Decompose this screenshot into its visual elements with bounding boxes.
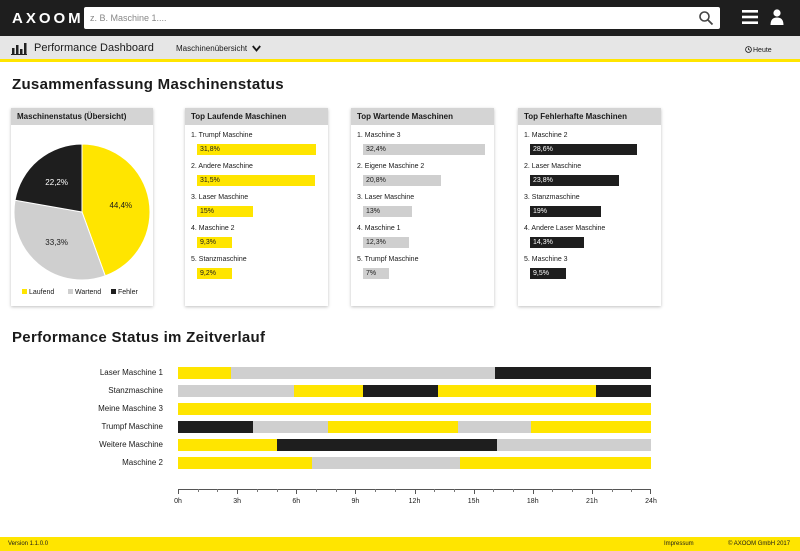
timeline-row-label: Meine Maschine 3 (98, 404, 163, 413)
pie-slice-label: 44,4% (109, 201, 133, 211)
clock-icon (745, 46, 752, 53)
card-title: Top Laufende Maschinen (185, 108, 328, 125)
sub-header (0, 36, 800, 62)
ranking-bar: 9,3% (197, 237, 232, 248)
axis-tick (552, 489, 553, 492)
axis-tick-label: 3h (233, 498, 242, 505)
search-input[interactable] (90, 10, 680, 26)
timeline-row-label: Laser Maschine 1 (99, 368, 163, 377)
top-waiting-card (351, 108, 494, 306)
axis-tick (277, 489, 278, 492)
ranking-item-label: 4. Andere Laser Maschine (524, 225, 606, 232)
axis-tick (533, 489, 534, 494)
timeline-segment-wait[interactable] (178, 385, 294, 397)
ranking-item-label: 2. Andere Maschine (191, 163, 253, 170)
ranking-bar: 13% (363, 206, 412, 217)
timeline-segment-wait[interactable] (253, 421, 328, 433)
timeline-row (178, 403, 651, 415)
ranking-item-label: 4. Maschine 2 (191, 225, 235, 232)
pie-slice-label: 22,2% (45, 177, 68, 187)
page-title: Performance Dashboard (34, 42, 154, 54)
top-error-card (518, 108, 661, 306)
timeline-segment-run[interactable] (178, 439, 277, 451)
axis-tick (198, 489, 199, 492)
timeline-row-label: Maschine 2 (122, 458, 163, 467)
axis-tick (296, 489, 297, 494)
ranking-item-label: 3. Stanzmaschine (524, 194, 580, 201)
top-bar (0, 0, 800, 36)
ranking-bar: 12,3% (363, 237, 409, 248)
timeline-segment-run[interactable] (328, 421, 458, 433)
ranking-bar: 31,8% (197, 144, 316, 155)
timeline-segment-err[interactable] (277, 439, 498, 451)
legend-running: Laufend (22, 289, 54, 296)
axis-tick (474, 489, 475, 494)
timeline-row-label: Stanzmaschine (108, 386, 163, 395)
axis-tick-label: 0h (174, 498, 182, 505)
ranking-item-label: 3. Laser Maschine (357, 194, 415, 201)
ranking-item-label: 4. Maschine 1 (357, 225, 401, 232)
ranking-bar: 14,3% (530, 237, 584, 248)
ranking-item-label: 3. Laser Maschine (191, 194, 249, 201)
timeline-row-label: Trumpf Maschine (101, 422, 163, 431)
ranking-item-label: 5. Stanzmaschine (191, 256, 247, 263)
timeline-segment-wait[interactable] (497, 439, 651, 451)
axis-tick (612, 489, 613, 492)
axis-tick (650, 489, 651, 494)
axis-tick (434, 489, 435, 492)
pie-slice-label: 33,3% (45, 238, 68, 248)
logo[interactable]: AXOOM (12, 10, 84, 27)
status-pie-chart (11, 127, 153, 287)
ranking-bar: 9,5% (530, 268, 566, 279)
card-title: Top Fehlerhafte Maschinen (518, 108, 661, 125)
timeline-segment-run[interactable] (178, 403, 651, 415)
dashboard-icon (11, 41, 27, 55)
axis-tick (257, 489, 258, 492)
machine-overview-dropdown[interactable]: Maschinenübersicht (176, 44, 248, 53)
axis-tick-label: 12h (408, 498, 421, 505)
timeline-row (178, 385, 651, 397)
axis-tick (316, 489, 317, 492)
ranking-bar: 28,6% (530, 144, 637, 155)
timeline-segment-run[interactable] (294, 385, 363, 397)
axis-tick (237, 489, 238, 494)
axis-tick (395, 489, 396, 492)
user-icon[interactable] (770, 9, 784, 25)
timeline-segment-err[interactable] (596, 385, 651, 397)
axis-tick-label: 18h (526, 498, 539, 505)
summary-heading: Zusammenfassung Maschinenstatus (12, 76, 284, 93)
timeline-segment-err[interactable] (495, 367, 651, 379)
card-title: Top Wartende Maschinen (351, 108, 494, 125)
axis-tick (217, 489, 218, 492)
search-icon[interactable] (698, 10, 714, 26)
timeline-segment-run[interactable] (178, 367, 231, 379)
axis-tick (178, 489, 179, 494)
today-label: Heute (753, 47, 772, 54)
axis-tick (513, 489, 514, 492)
ranking-bar: 31,5% (197, 175, 315, 186)
ranking-bar: 9,2% (197, 268, 232, 279)
axis-tick (493, 489, 494, 492)
ranking-item-label: 1. Trumpf Maschine (191, 132, 253, 139)
version-label: Version 1.1.0.0 (8, 541, 49, 547)
axis-tick-label: 21h (586, 498, 598, 505)
timeline-segment-run[interactable] (531, 421, 651, 433)
ranking-item-label: 2. Laser Maschine (524, 163, 582, 170)
card-title: Maschinenstatus (Übersicht) (11, 108, 153, 125)
ranking-bar: 19% (530, 206, 601, 217)
ranking-item-label: 5. Trumpf Maschine (357, 256, 419, 263)
timeline-row (178, 367, 651, 379)
timeline-row (178, 421, 651, 433)
legend-waiting: Wartend (68, 289, 101, 296)
ranking-bar: 7% (363, 268, 389, 279)
ranking-bar: 32,4% (363, 144, 485, 155)
axis-tick (415, 489, 416, 494)
ranking-item-label: 1. Maschine 2 (524, 132, 568, 139)
copyright: © AXOOM GmbH 2017 (728, 541, 791, 547)
ranking-item-label: 1. Maschine 3 (357, 132, 401, 139)
ranking-item-label: 5. Maschine 3 (524, 256, 568, 263)
legend-error: Fehler (111, 289, 138, 296)
timeline-segment-err[interactable] (178, 421, 253, 433)
timeline-segment-wait[interactable] (312, 457, 460, 469)
axis-tick (631, 489, 632, 492)
axis-tick (454, 489, 455, 492)
axis-tick (592, 489, 593, 494)
status-overview-card (11, 108, 153, 306)
menu-icon[interactable] (742, 10, 758, 24)
timeline-segment-run[interactable] (460, 457, 651, 469)
search-box[interactable] (84, 7, 720, 29)
timeline-segment-run[interactable] (438, 385, 596, 397)
axis-tick-label: 15h (467, 498, 480, 505)
ranking-bar: 20,8% (363, 175, 441, 186)
ranking-bar: 15% (197, 206, 253, 217)
axis-tick-label: 6h (292, 498, 301, 505)
axis-tick (336, 489, 337, 492)
footer (0, 537, 800, 551)
timeline-segment-run[interactable] (178, 457, 312, 469)
axis-tick (572, 489, 573, 492)
timeline-segment-wait[interactable] (458, 421, 531, 433)
timeline-row (178, 439, 651, 451)
axis-tick (375, 489, 376, 492)
axis-tick (355, 489, 356, 494)
timeline-segment-wait[interactable] (231, 367, 495, 379)
timeline-heading: Performance Status im Zeitverlauf (12, 329, 266, 346)
axis-tick-label: 9h (351, 498, 360, 505)
top-running-card (185, 108, 328, 306)
chevron-down-icon[interactable] (252, 45, 261, 52)
impressum-link[interactable]: Impressum (664, 541, 694, 547)
ranking-item-label: 2. Eigene Maschine 2 (357, 163, 425, 170)
timeline-row (178, 457, 651, 469)
timeline-row-label: Weitere Maschine (99, 440, 163, 449)
timeline-segment-err[interactable] (363, 385, 438, 397)
today-filter[interactable] (745, 46, 772, 54)
ranking-bar: 23,8% (530, 175, 619, 186)
axis-tick-label: 24h (645, 498, 657, 505)
